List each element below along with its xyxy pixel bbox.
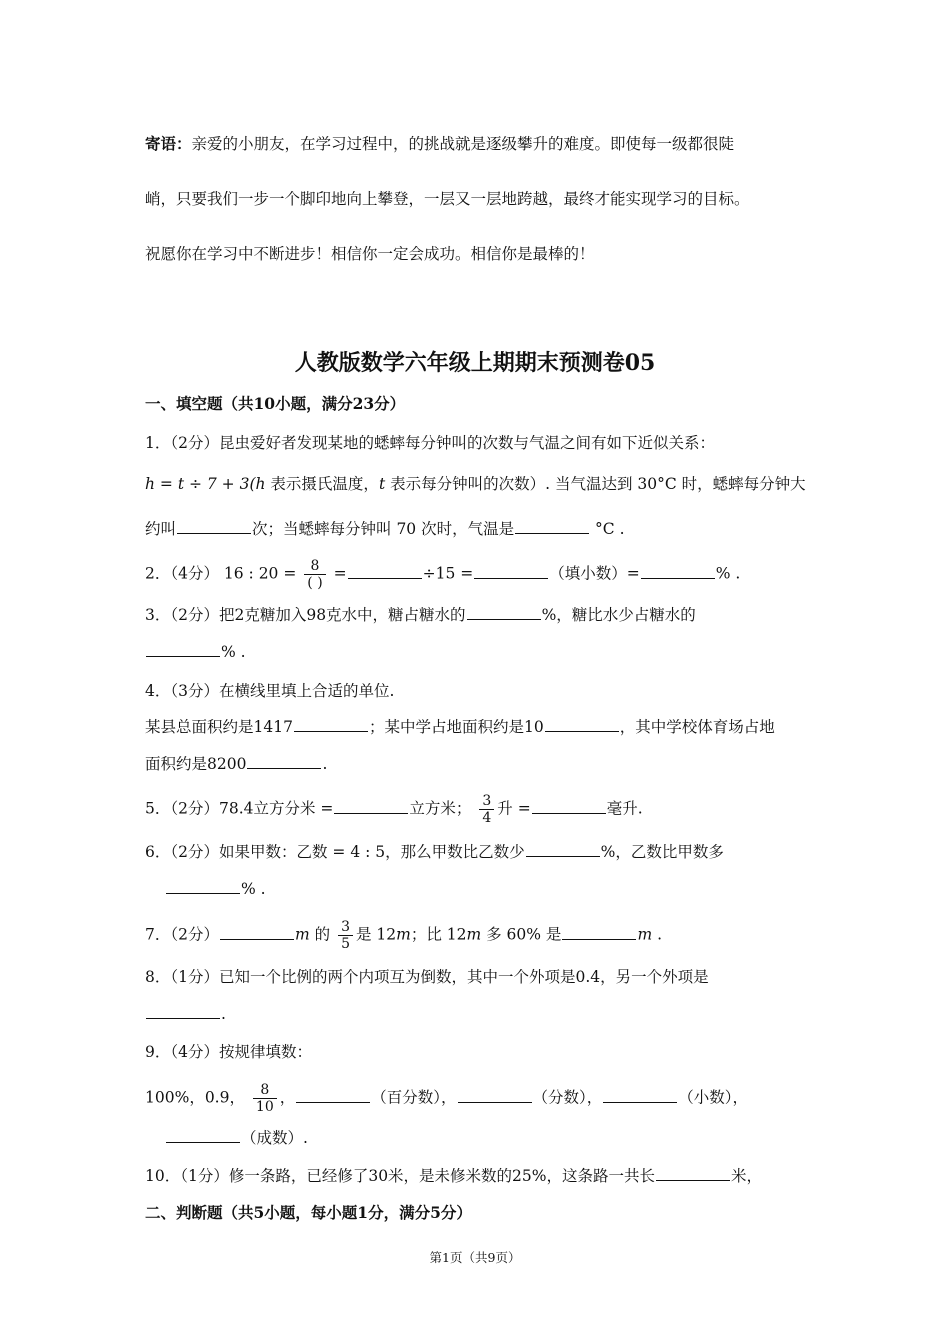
q1-var-t: t xyxy=(378,475,386,493)
q8-text-b: . xyxy=(221,1005,226,1023)
q9-blank-1[interactable] xyxy=(296,1088,370,1103)
q9-blank-3[interactable] xyxy=(603,1088,677,1103)
q3-blank-2[interactable] xyxy=(146,642,220,657)
page-title: 人教版数学六年级上期期末预测卷05 xyxy=(294,350,656,376)
q9-text-d: （分数）， xyxy=(532,1088,603,1107)
q6-text-b: %，乙数比甲数多 xyxy=(600,843,724,861)
q5-text-b: 立方米； xyxy=(409,799,472,818)
q5-blank-1[interactable] xyxy=(334,799,408,814)
q4-blank-2[interactable] xyxy=(545,717,619,732)
q7-blank-2[interactable] xyxy=(562,925,636,940)
header-label: 寄语： xyxy=(145,134,192,153)
q9-text-f: （成数）. xyxy=(241,1129,308,1147)
q4-text-c: ，其中学校体育场占地 xyxy=(619,718,775,736)
q1-blank-1[interactable] xyxy=(177,519,251,534)
q4-text-a: 某县总面积约是1417 xyxy=(145,718,293,736)
q5-text-d: 毫升. xyxy=(606,799,643,818)
q10-blank[interactable] xyxy=(656,1166,730,1181)
q7-text-d: 是 12 xyxy=(355,925,397,944)
q9-line-3 xyxy=(165,1128,308,1148)
q5-line xyxy=(145,793,643,826)
q9-text-a: 100%，0.9， xyxy=(145,1088,245,1107)
q9-frac-num: 8 xyxy=(253,1082,277,1099)
q3-line-1 xyxy=(145,605,696,625)
q4-text-b: ；某中学占地面积约是10 xyxy=(368,718,544,736)
q2-line xyxy=(145,558,740,591)
q7-text-f: ；比 12 xyxy=(410,925,467,944)
header-text-1: 亲爱的小朋友，在学习过程中，的挑战就是逐级攀升的难度。即使每一级都很陡 xyxy=(191,135,735,153)
q5-fraction xyxy=(479,793,494,826)
q2-text-a: 2．（4分） 16 : 20 = xyxy=(145,564,297,583)
q3-line-2 xyxy=(145,642,246,662)
q10-text-a: 10．（1分）修一条路，已经修了30米，是未修米数的25%，这条路一共长 xyxy=(145,1167,656,1185)
q2-blank-2[interactable] xyxy=(474,564,548,579)
q7-unit-2: m xyxy=(396,925,411,944)
q2-text-e: % . xyxy=(715,564,741,583)
q6-line-2 xyxy=(165,879,266,899)
header-line-2: 峭，只要我们一步一个脚印地向上攀登，一层又一层地跨越，最终才能实现学习的目标。 xyxy=(145,190,750,208)
q9-line-2 xyxy=(145,1082,748,1115)
q1-blank-2[interactable] xyxy=(515,519,589,534)
q2-text-d: （填小数）= xyxy=(549,564,640,583)
q9-blank-2[interactable] xyxy=(458,1088,532,1103)
q2-text-c: ÷15 = xyxy=(422,564,474,583)
q1-line-1: 1．（2分）昆虫爱好者发现某地的蟋蟀每分钟叫的次数与气温之间有如下近似关系： xyxy=(145,434,715,452)
q1-text-b: 表示每分钟叫的次数）. 当气温达到 30°C 时，蟋蟀每分钟大 xyxy=(385,475,806,493)
q7-frac-num: 3 xyxy=(338,919,353,936)
q7-unit-3: m xyxy=(466,925,482,944)
q3-blank-1[interactable] xyxy=(467,605,541,620)
q7-unit-4: m xyxy=(637,925,653,944)
q1-formula: h = t ÷ 7 + 3(h xyxy=(145,475,266,493)
q7-text-c: 的 xyxy=(309,925,331,944)
q7-frac-den: 5 xyxy=(341,936,350,952)
q4-line-1: 4．（3分）在横线里填上合适的单位. xyxy=(145,682,395,700)
page-footer: 第1页（共9页） xyxy=(429,1250,521,1265)
q4-line-3 xyxy=(145,754,327,774)
q1-line-2 xyxy=(145,474,806,494)
q2-frac-num: 8 xyxy=(304,558,325,575)
q9-blank-4[interactable] xyxy=(166,1128,240,1143)
q9-fraction xyxy=(253,1082,277,1115)
q9-text-c: （百分数）， xyxy=(371,1088,457,1107)
q9-text-b: ， xyxy=(279,1088,296,1107)
q6-text-a: 6．（2分）如果甲数：乙数 = 4 : 5，那么甲数比乙数少 xyxy=(145,843,525,861)
section-2-heading: 二、判断题（共5小题，每小题1分，满分5分） xyxy=(145,1203,472,1222)
q7-text-a: 7．（2分） xyxy=(145,925,219,944)
q4-blank-1[interactable] xyxy=(294,717,368,732)
q7-unit-1: m xyxy=(294,925,310,944)
q2-fraction xyxy=(304,558,325,591)
header-line-1 xyxy=(145,134,734,154)
q9-text-e: （小数）， xyxy=(678,1088,749,1107)
q7-fraction xyxy=(338,919,353,952)
q5-frac-num: 3 xyxy=(479,793,494,810)
q2-blank-1[interactable] xyxy=(348,564,422,579)
q1-text-e: °C . xyxy=(590,520,625,538)
q1-text-c: 约叫 xyxy=(145,520,177,538)
q10-text-b: 米， xyxy=(731,1167,763,1185)
q1-text-a: 表示摄氏温度， xyxy=(265,475,379,493)
q7-text-h: 多 60% 是 xyxy=(481,925,562,944)
header-line-3: 祝愿你在学习中不断进步！相信你一定会成功。相信你是最棒的！ xyxy=(145,245,595,263)
q5-blank-2[interactable] xyxy=(532,799,606,814)
q1-line-3 xyxy=(145,519,625,539)
q6-blank-1[interactable] xyxy=(526,842,600,857)
q7-line xyxy=(145,919,662,952)
q7-text-j: . xyxy=(652,925,662,944)
q1-text-d: 次；当蟋蟀每分钟叫 70 次时，气温是 xyxy=(252,520,515,538)
q4-line-2 xyxy=(145,717,775,737)
q8-line-1: 8．（1分）已知一个比例的两个内项互为倒数，其中一个外项是0.4，另一个外项是 xyxy=(145,968,709,986)
q4-text-e: . xyxy=(322,755,328,773)
q3-text-b: %，糖比水少占糖水的 xyxy=(541,606,696,624)
q2-blank-3[interactable] xyxy=(641,564,715,579)
q7-blank-1[interactable] xyxy=(220,925,294,940)
q8-blank[interactable] xyxy=(146,1004,220,1019)
q3-text-c: % . xyxy=(221,643,246,661)
q5-text-c: 升 = xyxy=(497,799,531,818)
q2-text-b: = xyxy=(333,564,347,583)
q8-line-2 xyxy=(145,1004,226,1024)
q6-text-c: % . xyxy=(241,880,266,898)
section-1-heading: 一、填空题（共10小题，满分23分） xyxy=(145,394,406,413)
q2-frac-den: ( ) xyxy=(307,575,323,591)
q5-text-a: 5．（2分）78.4立方分米 = xyxy=(145,799,334,818)
q5-frac-den: 4 xyxy=(482,810,492,826)
q9-frac-den: 10 xyxy=(255,1099,274,1115)
q9-line-1: 9．（4分）按规律填数： xyxy=(145,1043,312,1061)
q3-text-a: 3．（2分）把2克糖加入98克水中，糖占糖水的 xyxy=(145,606,466,624)
q4-blank-3[interactable] xyxy=(247,754,321,769)
q10-line xyxy=(145,1166,762,1186)
q4-text-d: 面积约是8200 xyxy=(145,755,247,773)
q6-line-1 xyxy=(145,842,724,862)
q6-blank-2[interactable] xyxy=(166,879,240,894)
